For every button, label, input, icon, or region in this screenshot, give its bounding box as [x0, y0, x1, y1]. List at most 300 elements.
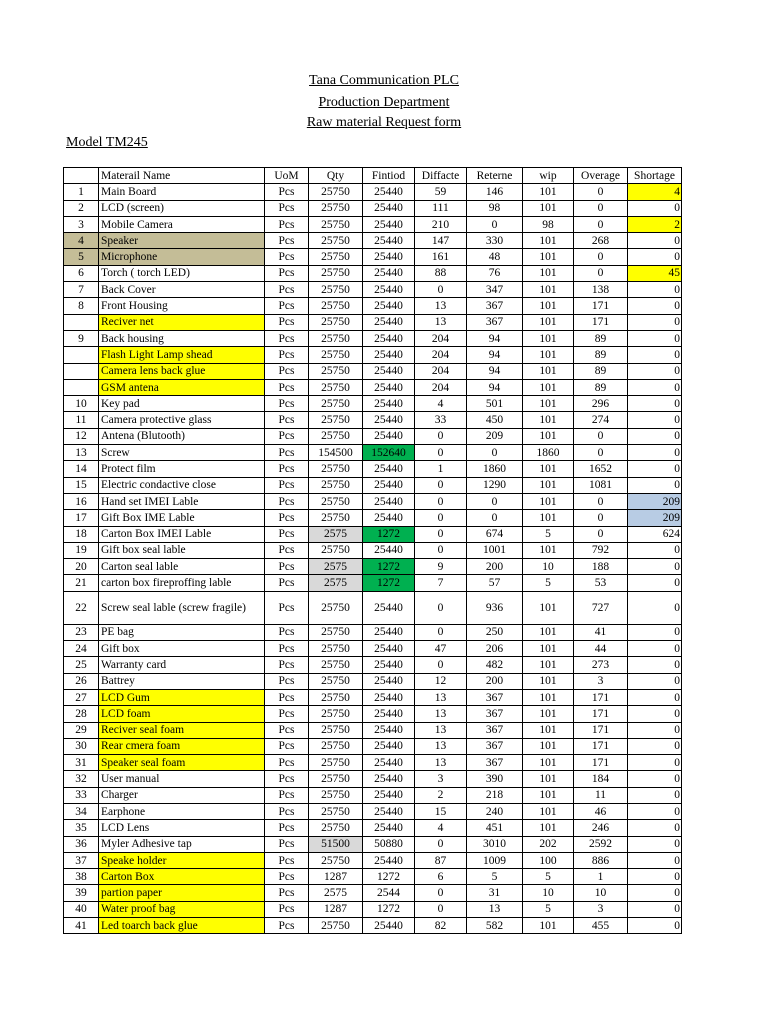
- shortage-cell: 0: [628, 771, 682, 787]
- reterne-cell: 347: [467, 282, 523, 298]
- uom-cell: Pcs: [265, 298, 309, 314]
- uom-cell: Pcs: [265, 624, 309, 640]
- overage-cell: 10: [574, 885, 628, 901]
- table-row: [64, 282, 682, 298]
- overage-cell: 792: [574, 542, 628, 558]
- overage-cell: 188: [574, 559, 628, 575]
- diffacte-cell: 0: [415, 493, 467, 509]
- qty-cell: 25750: [309, 428, 363, 444]
- fintiod-cell: 25440: [363, 347, 415, 363]
- uom-cell: Pcs: [265, 918, 309, 934]
- overage-cell: 274: [574, 412, 628, 428]
- overage-cell: 89: [574, 330, 628, 346]
- row-number-cell: 28: [64, 706, 99, 722]
- fintiod-cell: 25440: [363, 477, 415, 493]
- row-number-cell: 23: [64, 624, 99, 640]
- wip-cell: 101: [523, 803, 574, 819]
- row-number-cell: 32: [64, 771, 99, 787]
- material-name-cell: Reciver seal foam: [99, 722, 265, 738]
- reterne-cell: 250: [467, 624, 523, 640]
- row-number-cell: 10: [64, 396, 99, 412]
- qty-cell: 25750: [309, 624, 363, 640]
- reterne-cell: 94: [467, 330, 523, 346]
- diffacte-cell: 4: [415, 820, 467, 836]
- row-number-cell: [64, 347, 99, 363]
- wip-cell: 101: [523, 282, 574, 298]
- overage-cell: 53: [574, 575, 628, 591]
- table-row: [64, 657, 682, 673]
- reterne-cell: 0: [467, 510, 523, 526]
- qty-cell: 25750: [309, 706, 363, 722]
- uom-cell: Pcs: [265, 363, 309, 379]
- shortage-cell: 2: [628, 216, 682, 232]
- fintiod-cell: 152640: [363, 445, 415, 461]
- diffacte-cell: 9: [415, 559, 467, 575]
- row-number-cell: 14: [64, 461, 99, 477]
- fintiod-cell: 25440: [363, 510, 415, 526]
- overage-cell: 1081: [574, 477, 628, 493]
- table-row: [64, 216, 682, 232]
- fintiod-cell: 25440: [363, 722, 415, 738]
- qty-cell: 25750: [309, 722, 363, 738]
- row-number-cell: 31: [64, 755, 99, 771]
- uom-cell: Pcs: [265, 673, 309, 689]
- fintiod-cell: 25440: [363, 200, 415, 216]
- overage-cell: 3: [574, 901, 628, 917]
- row-number-cell: 34: [64, 803, 99, 819]
- shortage-cell: 0: [628, 575, 682, 591]
- shortage-cell: 0: [628, 445, 682, 461]
- qty-cell: 25750: [309, 314, 363, 330]
- reterne-cell: 1290: [467, 477, 523, 493]
- material-name-cell: Carton Box: [99, 869, 265, 885]
- column-header-material-name: Materail Name: [99, 168, 265, 184]
- table-row: [64, 412, 682, 428]
- fintiod-cell: 25440: [363, 738, 415, 754]
- row-number-cell: 11: [64, 412, 99, 428]
- material-name-cell: Antena (Blutooth): [99, 428, 265, 444]
- overage-cell: 0: [574, 445, 628, 461]
- overage-cell: 171: [574, 706, 628, 722]
- uom-cell: Pcs: [265, 755, 309, 771]
- diffacte-cell: 13: [415, 722, 467, 738]
- table-row: [64, 477, 682, 493]
- wip-cell: 10: [523, 885, 574, 901]
- table-row: [64, 542, 682, 558]
- reterne-cell: 31: [467, 885, 523, 901]
- overage-cell: 1652: [574, 461, 628, 477]
- fintiod-cell: 25440: [363, 314, 415, 330]
- diffacte-cell: 13: [415, 314, 467, 330]
- fintiod-cell: 25440: [363, 657, 415, 673]
- overage-cell: 171: [574, 689, 628, 705]
- reterne-cell: 367: [467, 722, 523, 738]
- reterne-cell: 367: [467, 689, 523, 705]
- table-row: [64, 738, 682, 754]
- qty-cell: 25750: [309, 738, 363, 754]
- column-header-reterne: Reterne: [467, 168, 523, 184]
- uom-cell: Pcs: [265, 559, 309, 575]
- row-number-cell: 7: [64, 282, 99, 298]
- qty-cell: 25750: [309, 184, 363, 200]
- material-name-cell: User manual: [99, 771, 265, 787]
- row-number-cell: 15: [64, 477, 99, 493]
- fintiod-cell: 25440: [363, 706, 415, 722]
- qty-cell: 25750: [309, 216, 363, 232]
- shortage-cell: 0: [628, 852, 682, 868]
- overage-cell: 171: [574, 314, 628, 330]
- row-number-cell: 41: [64, 918, 99, 934]
- reterne-cell: 3010: [467, 836, 523, 852]
- shortage-cell: 0: [628, 820, 682, 836]
- qty-cell: 25750: [309, 379, 363, 395]
- wip-cell: 5: [523, 526, 574, 542]
- overage-cell: 246: [574, 820, 628, 836]
- table-row: [64, 722, 682, 738]
- table-row: [64, 526, 682, 542]
- shortage-cell: 0: [628, 298, 682, 314]
- material-name-cell: Mobile Camera: [99, 216, 265, 232]
- material-name-cell: Torch ( torch LED): [99, 265, 265, 281]
- shortage-cell: 0: [628, 591, 682, 624]
- fintiod-cell: 50880: [363, 836, 415, 852]
- diffacte-cell: 0: [415, 445, 467, 461]
- uom-cell: Pcs: [265, 412, 309, 428]
- table-row: [64, 820, 682, 836]
- diffacte-cell: 59: [415, 184, 467, 200]
- wip-cell: 101: [523, 265, 574, 281]
- uom-cell: Pcs: [265, 852, 309, 868]
- wip-cell: 101: [523, 347, 574, 363]
- diffacte-cell: 204: [415, 330, 467, 346]
- qty-cell: 25750: [309, 591, 363, 624]
- overage-cell: 46: [574, 803, 628, 819]
- shortage-cell: 209: [628, 510, 682, 526]
- row-number-cell: 33: [64, 787, 99, 803]
- diffacte-cell: 0: [415, 657, 467, 673]
- material-name-cell: LCD (screen): [99, 200, 265, 216]
- fintiod-cell: 25440: [363, 493, 415, 509]
- wip-cell: 101: [523, 755, 574, 771]
- row-number-cell: 29: [64, 722, 99, 738]
- material-name-cell: Camera lens back glue: [99, 363, 265, 379]
- shortage-cell: 0: [628, 738, 682, 754]
- shortage-cell: 45: [628, 265, 682, 281]
- wip-cell: 101: [523, 591, 574, 624]
- wip-cell: 101: [523, 722, 574, 738]
- row-number-cell: 21: [64, 575, 99, 591]
- table-row: [64, 510, 682, 526]
- reterne-cell: 206: [467, 641, 523, 657]
- overage-cell: 727: [574, 591, 628, 624]
- reterne-cell: 450: [467, 412, 523, 428]
- shortage-cell: 0: [628, 477, 682, 493]
- row-number-cell: 27: [64, 689, 99, 705]
- shortage-cell: 0: [628, 200, 682, 216]
- column-header-overage: Overage: [574, 168, 628, 184]
- row-number-cell: 26: [64, 673, 99, 689]
- qty-cell: 25750: [309, 689, 363, 705]
- reterne-cell: 209: [467, 428, 523, 444]
- reterne-cell: 451: [467, 820, 523, 836]
- wip-cell: 5: [523, 901, 574, 917]
- fintiod-cell: 25440: [363, 461, 415, 477]
- qty-cell: 2575: [309, 559, 363, 575]
- overage-cell: 0: [574, 526, 628, 542]
- shortage-cell: 0: [628, 836, 682, 852]
- row-number-cell: 13: [64, 445, 99, 461]
- table-row: [64, 559, 682, 575]
- row-number-cell: 19: [64, 542, 99, 558]
- wip-cell: 101: [523, 624, 574, 640]
- wip-cell: 101: [523, 396, 574, 412]
- qty-cell: 25750: [309, 477, 363, 493]
- row-number-cell: 16: [64, 493, 99, 509]
- fintiod-cell: 25440: [363, 755, 415, 771]
- reterne-cell: 482: [467, 657, 523, 673]
- shortage-cell: 0: [628, 803, 682, 819]
- qty-cell: 25750: [309, 200, 363, 216]
- fintiod-cell: 25440: [363, 641, 415, 657]
- reterne-cell: 76: [467, 265, 523, 281]
- overage-cell: 0: [574, 184, 628, 200]
- reterne-cell: 200: [467, 673, 523, 689]
- fintiod-cell: 25440: [363, 689, 415, 705]
- table-header-row: [64, 168, 682, 184]
- row-number-cell: [64, 363, 99, 379]
- qty-cell: 25750: [309, 641, 363, 657]
- wip-cell: 101: [523, 298, 574, 314]
- qty-cell: 25750: [309, 542, 363, 558]
- material-name-cell: Hand set IMEI Lable: [99, 493, 265, 509]
- uom-cell: Pcs: [265, 787, 309, 803]
- fintiod-cell: 25440: [363, 265, 415, 281]
- diffacte-cell: 13: [415, 755, 467, 771]
- wip-cell: 101: [523, 461, 574, 477]
- table-row: [64, 461, 682, 477]
- uom-cell: Pcs: [265, 493, 309, 509]
- wip-cell: 101: [523, 493, 574, 509]
- wip-cell: 101: [523, 510, 574, 526]
- diffacte-cell: 12: [415, 673, 467, 689]
- column-header-fintiod: Fintiod: [363, 168, 415, 184]
- row-number-cell: 22: [64, 591, 99, 624]
- shortage-cell: 0: [628, 347, 682, 363]
- diffacte-cell: 87: [415, 852, 467, 868]
- diffacte-cell: 7: [415, 575, 467, 591]
- table-row: [64, 787, 682, 803]
- table-row: [64, 641, 682, 657]
- overage-cell: 268: [574, 233, 628, 249]
- material-name-cell: Back housing: [99, 330, 265, 346]
- uom-cell: Pcs: [265, 706, 309, 722]
- wip-cell: 101: [523, 314, 574, 330]
- diffacte-cell: 0: [415, 477, 467, 493]
- table-row: [64, 624, 682, 640]
- diffacte-cell: 161: [415, 249, 467, 265]
- row-number-cell: 18: [64, 526, 99, 542]
- reterne-cell: 13: [467, 901, 523, 917]
- row-number-cell: 9: [64, 330, 99, 346]
- table-row: [64, 330, 682, 346]
- column-header-uom: UoM: [265, 168, 309, 184]
- overage-cell: 89: [574, 379, 628, 395]
- wip-cell: 10: [523, 559, 574, 575]
- reterne-cell: 146: [467, 184, 523, 200]
- wip-cell: 101: [523, 184, 574, 200]
- overage-cell: 138: [574, 282, 628, 298]
- material-name-cell: Warranty card: [99, 657, 265, 673]
- qty-cell: 25750: [309, 412, 363, 428]
- shortage-cell: 0: [628, 689, 682, 705]
- material-name-cell: LCD Lens: [99, 820, 265, 836]
- fintiod-cell: 1272: [363, 526, 415, 542]
- shortage-cell: 0: [628, 396, 682, 412]
- fintiod-cell: 25440: [363, 673, 415, 689]
- fintiod-cell: 25440: [363, 379, 415, 395]
- material-name-cell: LCD Gum: [99, 689, 265, 705]
- uom-cell: Pcs: [265, 249, 309, 265]
- uom-cell: Pcs: [265, 428, 309, 444]
- uom-cell: Pcs: [265, 347, 309, 363]
- shortage-cell: 0: [628, 282, 682, 298]
- table-row: [64, 184, 682, 200]
- row-number-cell: 6: [64, 265, 99, 281]
- uom-cell: Pcs: [265, 901, 309, 917]
- wip-cell: 101: [523, 412, 574, 428]
- row-number-cell: [64, 379, 99, 395]
- uom-cell: Pcs: [265, 526, 309, 542]
- fintiod-cell: 25440: [363, 918, 415, 934]
- wip-cell: 101: [523, 738, 574, 754]
- reterne-cell: 0: [467, 216, 523, 232]
- row-number-cell: 12: [64, 428, 99, 444]
- diffacte-cell: 2: [415, 787, 467, 803]
- wip-cell: 101: [523, 787, 574, 803]
- uom-cell: Pcs: [265, 771, 309, 787]
- row-number-cell: 5: [64, 249, 99, 265]
- uom-cell: Pcs: [265, 314, 309, 330]
- uom-cell: Pcs: [265, 657, 309, 673]
- shortage-cell: 0: [628, 379, 682, 395]
- qty-cell: 25750: [309, 852, 363, 868]
- overage-cell: 171: [574, 722, 628, 738]
- table-row: [64, 706, 682, 722]
- shortage-cell: 0: [628, 885, 682, 901]
- uom-cell: Pcs: [265, 869, 309, 885]
- diffacte-cell: 0: [415, 885, 467, 901]
- table-row: [64, 591, 682, 624]
- shortage-cell: 0: [628, 412, 682, 428]
- wip-cell: 101: [523, 771, 574, 787]
- fintiod-cell: 25440: [363, 233, 415, 249]
- shortage-cell: 0: [628, 901, 682, 917]
- shortage-cell: 0: [628, 706, 682, 722]
- fintiod-cell: 25440: [363, 428, 415, 444]
- uom-cell: Pcs: [265, 445, 309, 461]
- wip-cell: 101: [523, 233, 574, 249]
- reterne-cell: 1860: [467, 461, 523, 477]
- qty-cell: 25750: [309, 461, 363, 477]
- fintiod-cell: 1272: [363, 869, 415, 885]
- diffacte-cell: 204: [415, 347, 467, 363]
- wip-cell: 202: [523, 836, 574, 852]
- qty-cell: 25750: [309, 787, 363, 803]
- shortage-cell: 0: [628, 428, 682, 444]
- overage-cell: 296: [574, 396, 628, 412]
- table-row: [64, 428, 682, 444]
- reterne-cell: 240: [467, 803, 523, 819]
- overage-cell: 89: [574, 363, 628, 379]
- material-name-cell: PE bag: [99, 624, 265, 640]
- table-row: [64, 852, 682, 868]
- diffacte-cell: 6: [415, 869, 467, 885]
- diffacte-cell: 0: [415, 510, 467, 526]
- qty-cell: 25750: [309, 657, 363, 673]
- fintiod-cell: 25440: [363, 216, 415, 232]
- shortage-cell: 0: [628, 330, 682, 346]
- overage-cell: 11: [574, 787, 628, 803]
- shortage-cell: 0: [628, 542, 682, 558]
- diffacte-cell: 0: [415, 836, 467, 852]
- table-row: [64, 836, 682, 852]
- wip-cell: 5: [523, 575, 574, 591]
- shortage-cell: 0: [628, 363, 682, 379]
- row-number-cell: 38: [64, 869, 99, 885]
- row-number-cell: 37: [64, 852, 99, 868]
- table-row: [64, 673, 682, 689]
- material-name-cell: Water proof bag: [99, 901, 265, 917]
- uom-cell: Pcs: [265, 542, 309, 558]
- table-row: [64, 901, 682, 917]
- fintiod-cell: 25440: [363, 803, 415, 819]
- row-number-cell: 39: [64, 885, 99, 901]
- reterne-cell: 1001: [467, 542, 523, 558]
- wip-cell: 98: [523, 216, 574, 232]
- row-number-cell: 8: [64, 298, 99, 314]
- fintiod-cell: 25440: [363, 298, 415, 314]
- reterne-cell: 94: [467, 347, 523, 363]
- row-number-cell: 1: [64, 184, 99, 200]
- wip-cell: 101: [523, 249, 574, 265]
- shortage-cell: 209: [628, 493, 682, 509]
- row-number-cell: 4: [64, 233, 99, 249]
- uom-cell: Pcs: [265, 738, 309, 754]
- material-name-cell: Myler Adhesive tap: [99, 836, 265, 852]
- overage-cell: 44: [574, 641, 628, 657]
- fintiod-cell: 25440: [363, 820, 415, 836]
- material-name-cell: partion paper: [99, 885, 265, 901]
- fintiod-cell: 25440: [363, 852, 415, 868]
- diffacte-cell: 82: [415, 918, 467, 934]
- qty-cell: 25750: [309, 918, 363, 934]
- qty-cell: 25750: [309, 347, 363, 363]
- reterne-cell: 582: [467, 918, 523, 934]
- diffacte-cell: 13: [415, 706, 467, 722]
- reterne-cell: 367: [467, 755, 523, 771]
- overage-cell: 0: [574, 428, 628, 444]
- table-row: [64, 803, 682, 819]
- fintiod-cell: 25440: [363, 771, 415, 787]
- table-row: [64, 233, 682, 249]
- shortage-cell: 0: [628, 673, 682, 689]
- shortage-cell: 0: [628, 657, 682, 673]
- material-name-cell: LCD foam: [99, 706, 265, 722]
- shortage-cell: 0: [628, 918, 682, 934]
- table-row: [64, 249, 682, 265]
- wip-cell: 101: [523, 706, 574, 722]
- wip-cell: 101: [523, 200, 574, 216]
